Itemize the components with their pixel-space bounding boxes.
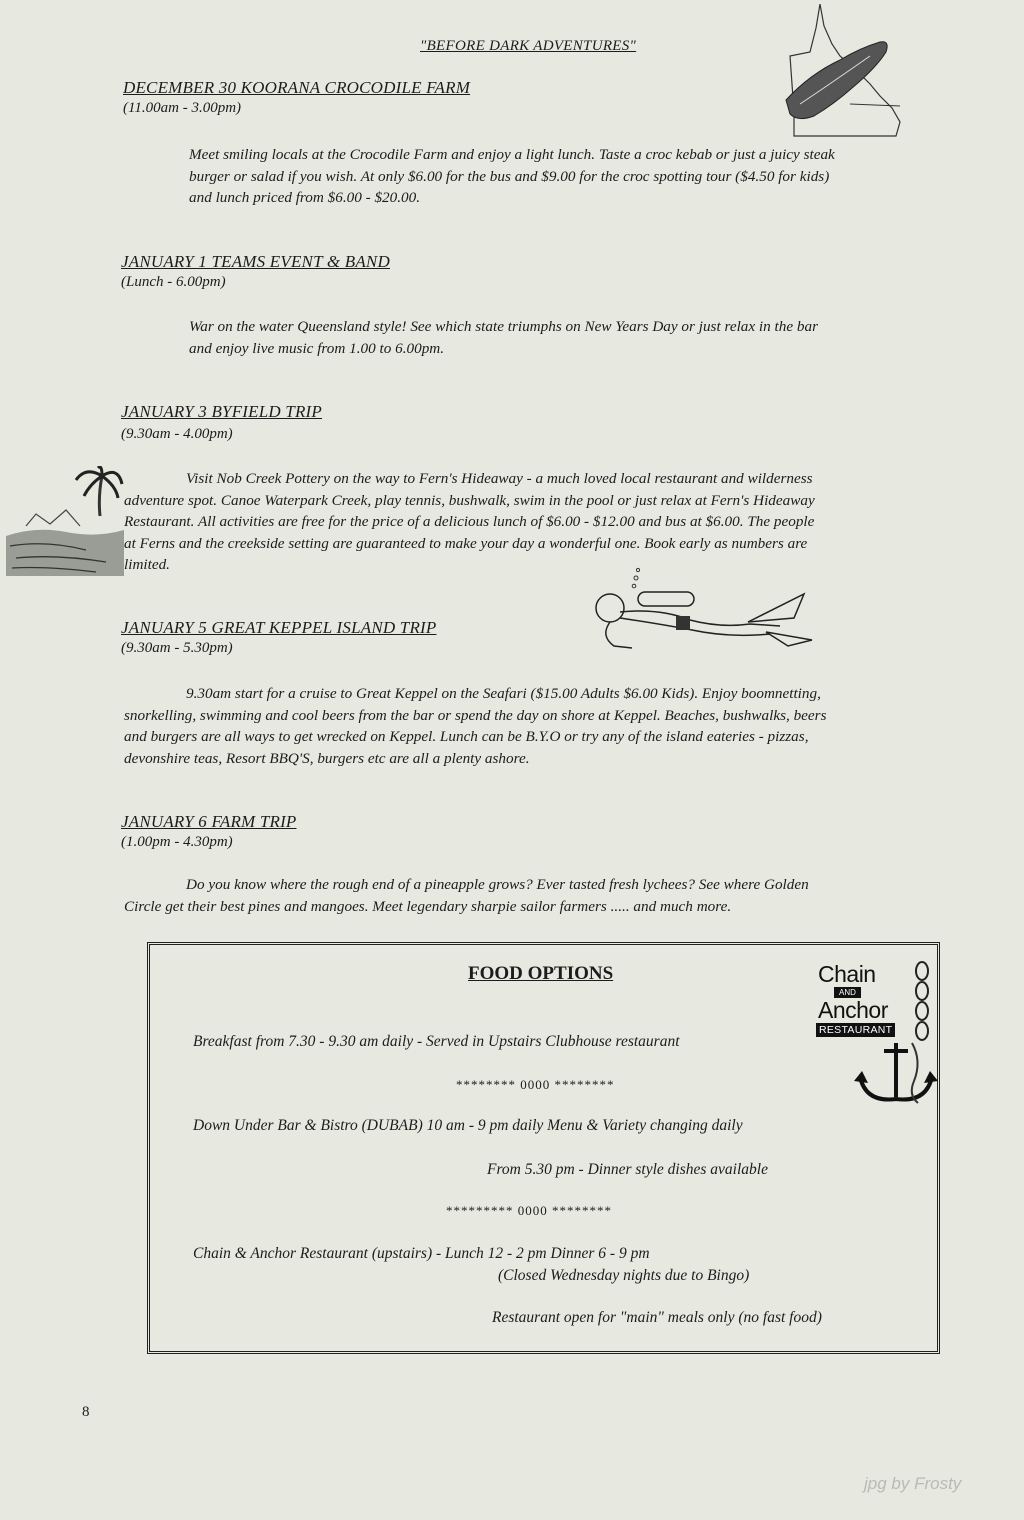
page-number: 8 xyxy=(82,1404,90,1420)
event-description: Do you know where the rough end of a pineapple grows? Ever tasted fresh lychees? See where Golden Circle get their best pines and mangoes. Meet legendary sharpie sailor farmers ..... and much more. xyxy=(124,876,809,915)
event-time: (9.30am - 4.00pm) xyxy=(121,426,233,442)
food-options-box xyxy=(147,942,940,1354)
dubab-dinner-line: From 5.30 pm - Dinner style dishes available xyxy=(487,1161,768,1178)
palm-creek-illustration xyxy=(6,466,124,576)
event-time: (11.00am - 3.00pm) xyxy=(123,100,242,116)
event-description: 9.30am start for a cruise to Great Keppel on the Seafari ($15.00 Adults $6.00 Kids). Enjoy boomnetting, snorkelling, swimming and cool beers from the bar or spend the day on shore at Keppel. Beaches, bushwalks, beers and burgers are all ways to get wrecked on Keppel. Lunch can be B.Y.O or try any of the island eateries - pizzas, devonshire teas, Resort BBQ'S, burgers etc are all a plenty ashore. xyxy=(124,685,827,767)
restaurant-note: Restaurant open for "main" meals only (no fast food) xyxy=(492,1309,822,1326)
crocodile-map-illustration xyxy=(780,4,920,144)
separator: ******** 0000 ******** xyxy=(456,1077,615,1092)
event-title: JANUARY 6 FARM TRIP xyxy=(121,812,297,831)
separator: ********* 0000 ******** xyxy=(446,1203,612,1218)
chain-anchor-line: Chain & Anchor Restaurant (upstairs) - Lunch 12 - 2 pm Dinner 6 - 9 pm xyxy=(193,1245,650,1262)
event-title: JANUARY 3 BYFIELD TRIP xyxy=(121,402,322,421)
dubab-line: Down Under Bar & Bistro (DUBAB) 10 am - 9 pm daily Menu & Variety changing daily xyxy=(193,1117,743,1134)
page-header: "BEFORE DARK ADVENTURES" xyxy=(420,38,637,54)
chain-anchor-logo: Chain AND Anchor RESTAURANT xyxy=(818,961,938,1101)
chain-icon xyxy=(906,961,938,1041)
event-description: War on the water Queensland style! See which state triumphs on New Years Day or just relax in the bar and enjoy live music from 1.00 to 6.00pm. xyxy=(189,318,818,357)
event-description: Meet smiling locals at the Crocodile Farm and enjoy a light lunch. Taste a croc kebab or just a juicy steak burger or salad if you wish. At only $6.00 for the bus and $9.00 for the croc spotting tour ($4.50 for kids) and lunch priced from $6.00 - $20.00. xyxy=(189,146,835,206)
watermark: jpg by Frosty xyxy=(864,1474,962,1493)
event-time: (Lunch - 6.00pm) xyxy=(121,274,226,290)
event-title: DECEMBER 30 KOORANA CROCODILE FARM xyxy=(123,78,471,97)
event-title: JANUARY 1 TEAMS EVENT & BAND xyxy=(121,252,390,271)
chain-anchor-note: (Closed Wednesday nights due to Bingo) xyxy=(498,1267,750,1284)
food-options-title: FOOD OPTIONS xyxy=(468,963,614,984)
event-title: JANUARY 5 GREAT KEPPEL ISLAND TRIP xyxy=(121,618,437,637)
event-time: (9.30am - 5.30pm) xyxy=(121,640,233,656)
scuba-diver-illustration xyxy=(580,566,816,660)
event-time: (1.00pm - 4.30pm) xyxy=(121,834,233,850)
anchor-icon xyxy=(852,1041,938,1107)
breakfast-line: Breakfast from 7.30 - 9.30 am daily - Served in Upstairs Clubhouse restaurant xyxy=(193,1033,680,1050)
event-description: Visit Nob Creek Pottery on the way to Fern's Hideaway - a much loved local restaurant and wilderness adventure spot. Canoe Waterpark Creek, play tennis, bushwalk, swim in the pool or just relax at Fern's Hideaway Restaurant. All activities are free for the price of a delicious lunch of $6.00 - $12.00 and bus at $6.00. The people at Ferns and the creekside setting are guaranteed to make your day a wonderful one. Book early as numbers are limited. xyxy=(124,470,815,573)
